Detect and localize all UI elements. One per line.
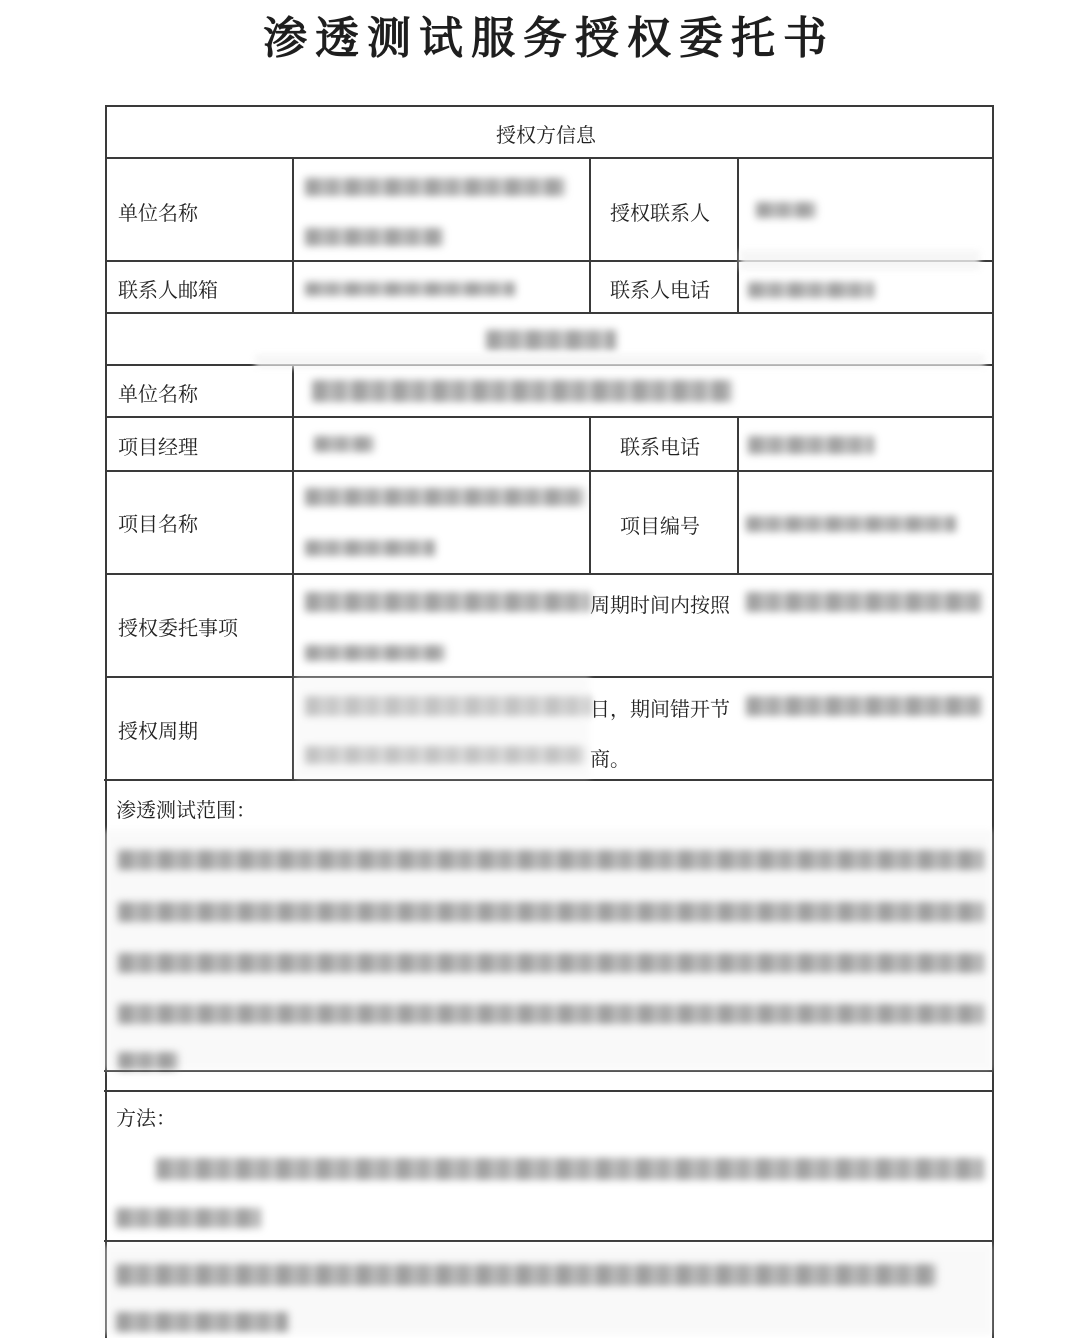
contact-email-label: 联系人邮箱 bbox=[118, 278, 218, 302]
authorization-matters-label: 授权委托事项 bbox=[118, 616, 238, 640]
redacted-period-text-2 bbox=[746, 696, 982, 716]
redaction-veil bbox=[740, 250, 980, 270]
redacted-authorizer-unit-name-2 bbox=[305, 228, 443, 246]
redacted-contact-phone bbox=[748, 282, 874, 298]
redacted-scope-line-4 bbox=[118, 1004, 984, 1024]
method-label: 方法： bbox=[116, 1106, 176, 1130]
period-text-fragment-2: 商。 bbox=[590, 747, 630, 771]
redacted-matters-text bbox=[305, 592, 590, 612]
matters-text-fragment: 周期时间内按照 bbox=[590, 593, 730, 617]
redacted-provider-section-header bbox=[486, 330, 616, 350]
project-number-label: 项目编号 bbox=[620, 514, 700, 538]
contact-phone-label: 联系人电话 bbox=[610, 278, 710, 302]
redacted-project-name-2 bbox=[305, 540, 435, 556]
authorizer-unit-name-label: 单位名称 bbox=[118, 201, 198, 225]
redacted-project-name bbox=[305, 488, 585, 506]
project-name-label: 项目名称 bbox=[118, 512, 198, 536]
redacted-project-number bbox=[746, 516, 956, 532]
authorizer-info-header: 授权方信息 bbox=[496, 123, 596, 147]
redacted-authorizer-unit-name bbox=[305, 178, 565, 196]
redacted-scope-line-1 bbox=[118, 850, 984, 870]
redacted-scope-line-2 bbox=[118, 902, 984, 922]
redacted-provider-unit-name bbox=[312, 380, 732, 402]
provider-phone-label: 联系电话 bbox=[620, 435, 700, 459]
redacted-provider-phone bbox=[748, 436, 874, 454]
redacted-matters-text-2 bbox=[746, 592, 982, 612]
redacted-scope-line-3 bbox=[118, 953, 984, 973]
redacted-method-line-4 bbox=[116, 1312, 288, 1332]
redacted-contact-email bbox=[305, 282, 515, 296]
pentest-scope-label: 渗透测试范围： bbox=[116, 798, 256, 822]
redacted-method-line-3 bbox=[116, 1264, 936, 1286]
document-title: 渗透测试服务授权委托书 bbox=[263, 13, 835, 64]
redaction-veil bbox=[255, 354, 985, 368]
period-text-fragment-1: 日，期间错开节 bbox=[590, 697, 730, 721]
redacted-authorizer-contact bbox=[756, 202, 816, 218]
redacted-project-manager bbox=[314, 436, 374, 452]
redaction-veil bbox=[295, 675, 590, 779]
provider-unit-name-label: 单位名称 bbox=[118, 382, 198, 406]
redacted-scope-line-5 bbox=[118, 1052, 178, 1070]
redacted-matters-text-3 bbox=[305, 645, 445, 661]
authorization-period-label: 授权周期 bbox=[118, 719, 198, 743]
project-manager-label: 项目经理 bbox=[118, 435, 198, 459]
redacted-method-line-2 bbox=[116, 1208, 261, 1228]
redacted-method-line-1 bbox=[156, 1158, 984, 1180]
authorizer-contact-person-label: 授权联系人 bbox=[610, 201, 710, 225]
